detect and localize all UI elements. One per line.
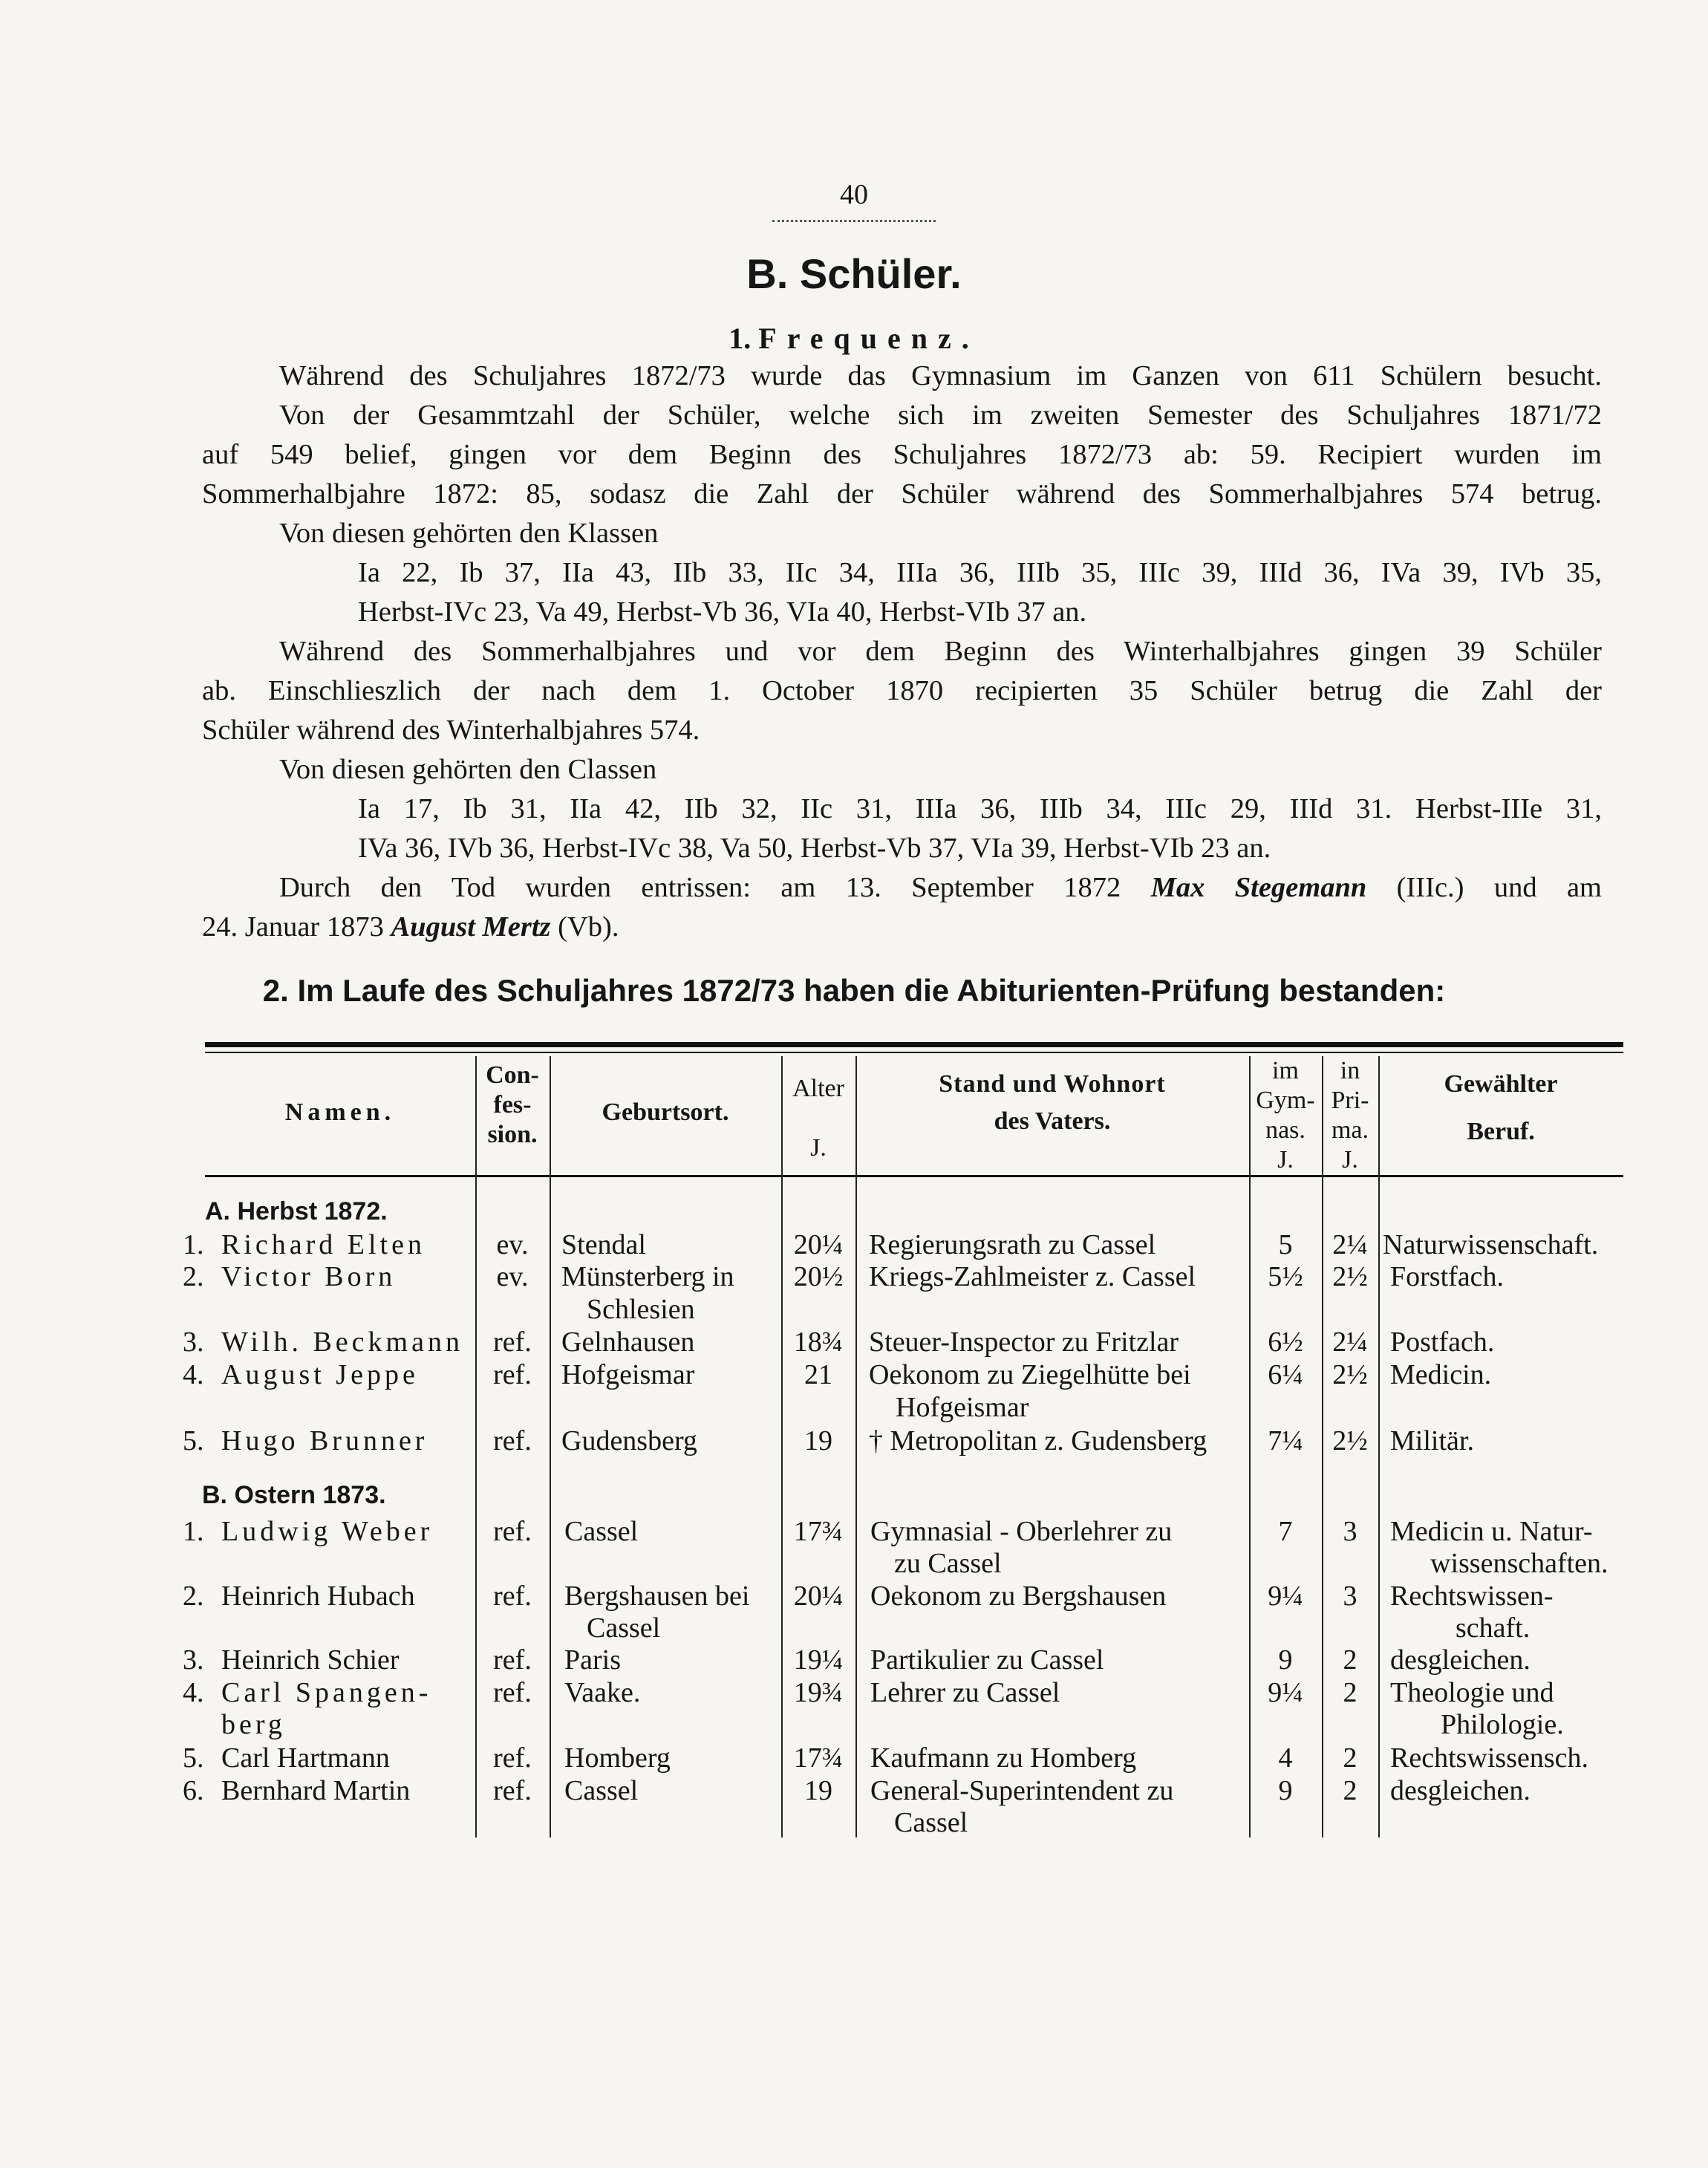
text-line: auf 549 belief, gingen vor dem Beginn des Schuljahres 1872/73 ab: 59. Recipiert wurden im — [202, 439, 1602, 470]
birthplace: Gudensberg — [561, 1425, 697, 1456]
years-prima: 3 — [1343, 1581, 1357, 1612]
student-name: Richard Elten — [221, 1229, 426, 1260]
years-prima: 2¼ — [1332, 1229, 1368, 1260]
age: 19 — [804, 1775, 832, 1806]
years-gymnasium: 9¼ — [1268, 1581, 1303, 1612]
text-line: ab. Einschlieszlich der nach dem 1. October 1870 recipierten 35 Schüler betrug die Zahl der — [202, 675, 1602, 706]
text-line: Schüler während des Winterhalbjahres 574. — [202, 714, 700, 746]
text-line: Von diesen gehörten den Classen — [279, 754, 657, 785]
father-occupation: Gymnasial - Oberlehrer zu — [870, 1516, 1173, 1547]
age: 19¾ — [793, 1677, 844, 1708]
header-confession: Con- fes- sion. — [486, 1061, 539, 1148]
years-prima: 2½ — [1332, 1261, 1368, 1292]
confession: ev. — [496, 1229, 529, 1260]
row-number: 4. — [183, 1677, 204, 1708]
confession: ref. — [493, 1742, 532, 1774]
table-top-rule — [205, 1042, 1623, 1047]
row-number: 5. — [183, 1742, 204, 1774]
chosen-profession: Postfach. — [1390, 1326, 1495, 1358]
header-beruf: Gewählter Beruf. — [1444, 1070, 1558, 1145]
birthplace: Münsterberg in — [561, 1261, 734, 1292]
row-number: 4. — [183, 1359, 204, 1390]
father-occupation: General-Superintendent zu — [870, 1775, 1174, 1806]
confession: ref. — [493, 1359, 532, 1390]
table-top-rule-thin — [205, 1052, 1623, 1053]
group-label-ostern: B. Ostern 1873. — [202, 1481, 386, 1509]
chosen-profession: Forstfach. — [1390, 1261, 1505, 1292]
birthplace: Vaake. — [564, 1677, 641, 1708]
years-prima: 2 — [1343, 1644, 1357, 1676]
table-heading: 2. Im Laufe des Schuljahres 1872/73 haben die Abiturienten-Prüfung bestanden: — [262, 973, 1446, 1008]
header-namen: Namen. — [284, 1098, 396, 1126]
confession: ref. — [493, 1677, 532, 1708]
age: 19¼ — [793, 1644, 844, 1676]
years-gymnasium: 6½ — [1268, 1326, 1303, 1358]
years-gymnasium: 6¼ — [1268, 1359, 1303, 1390]
student-name: Carl Spangen- — [221, 1677, 432, 1708]
paragraph-frequenz-2 — [202, 632, 1602, 790]
birthplace: Bergshausen bei — [564, 1581, 750, 1612]
row-number: 2. — [183, 1261, 204, 1292]
row-number: 1. — [183, 1516, 204, 1547]
confession: ref. — [493, 1326, 532, 1358]
age: 20¼ — [793, 1581, 844, 1612]
column-divider — [550, 1056, 551, 1837]
father-occupation: Oekonom zu Bergshausen — [870, 1581, 1167, 1612]
birthplace: Cassel — [564, 1516, 639, 1547]
name-stegemann: Max Stegemann — [1150, 872, 1367, 903]
student-name: Wilh. Beckmann — [221, 1326, 463, 1358]
age: 20¼ — [793, 1229, 844, 1260]
chosen-profession-cont: Philologie. — [1441, 1709, 1564, 1740]
years-gymnasium: 9¼ — [1268, 1677, 1303, 1708]
chosen-profession: Medicin u. Natur- — [1390, 1516, 1593, 1547]
confession: ref. — [493, 1516, 532, 1547]
student-name: Hugo Brunner — [221, 1425, 428, 1456]
years-gymnasium: 7¼ — [1268, 1425, 1303, 1456]
years-gymnasium: 7 — [1278, 1516, 1293, 1547]
age: 17¾ — [793, 1516, 844, 1547]
row-number: 6. — [183, 1775, 204, 1806]
chosen-profession: Theologie und — [1390, 1677, 1554, 1708]
age: 19 — [804, 1425, 832, 1456]
years-gymnasium: 5½ — [1268, 1261, 1303, 1292]
birthplace: Hofgeismar — [561, 1359, 695, 1390]
years-prima: 2¼ — [1332, 1326, 1368, 1358]
paragraph-frequenz-1 — [202, 357, 1602, 553]
row-number: 1. — [183, 1229, 204, 1260]
age: 20½ — [793, 1261, 844, 1292]
years-prima: 2½ — [1332, 1359, 1368, 1390]
age: 18¾ — [793, 1326, 844, 1358]
years-prima: 2½ — [1332, 1425, 1368, 1456]
birthplace: Cassel — [564, 1775, 639, 1806]
birthplace: Paris — [564, 1644, 621, 1676]
birthplace-cont: Cassel — [587, 1612, 661, 1644]
chosen-profession: Medicin. — [1390, 1359, 1492, 1390]
text-line: Ia 22, Ib 37, IIa 43, IIb 33, IIc 34, IIIa 36, IIIb 35, IIIc 39, IIId 36, IVa 39, IVb 35, — [358, 557, 1602, 588]
student-name: Bernhard Martin — [221, 1775, 411, 1806]
chosen-profession: Militär. — [1390, 1425, 1474, 1456]
chosen-profession: Rechtswissensch. — [1390, 1742, 1589, 1774]
birthplace: Homberg — [564, 1742, 671, 1774]
years-gymnasium: 4 — [1278, 1742, 1293, 1774]
group-label-herbst: A. Herbst 1872. — [205, 1197, 388, 1225]
years-prima: 2 — [1343, 1677, 1357, 1708]
chosen-profession-cont: schaft. — [1456, 1612, 1531, 1644]
table-header-rule — [205, 1175, 1623, 1177]
father-occupation: † Metropolitan z. Gudensberg — [869, 1425, 1207, 1456]
row-number: 3. — [183, 1644, 204, 1676]
student-name: Carl Hartmann — [221, 1742, 390, 1774]
text-line: Während des Schuljahres 1872/73 wurde das Gymnasium im Ganzen von 611 Schülern besucht. — [279, 360, 1602, 391]
confession: ref. — [493, 1775, 532, 1806]
father-occupation: Partikulier zu Cassel — [870, 1644, 1104, 1676]
birthplace-cont: Schlesien — [587, 1294, 695, 1325]
father-occupation-cont: zu Cassel — [894, 1548, 1002, 1579]
father-occupation: Steuer-Inspector zu Fritzlar — [869, 1326, 1179, 1358]
text-line: Sommerhalbjahre 1872: 85, sodasz die Zahl der Schüler während des Sommerhalbjahres 574 betrug. — [202, 478, 1602, 510]
ornament-rule — [772, 212, 936, 222]
birthplace: Gelnhausen — [561, 1326, 695, 1358]
father-occupation: Kriegs-Zahlmeister z. Cassel — [869, 1261, 1196, 1292]
age: 21 — [804, 1359, 832, 1390]
class-list-summer — [202, 553, 1602, 632]
student-name: Ludwig Weber — [221, 1516, 434, 1547]
text-line: Von diesen gehörten den Klassen — [279, 518, 659, 549]
row-number: 5. — [183, 1425, 204, 1456]
confession: ref. — [493, 1644, 532, 1676]
father-occupation-cont: Hofgeismar — [896, 1392, 1029, 1423]
header-geburtsort: Geburtsort. — [602, 1098, 729, 1126]
years-prima: 2 — [1343, 1742, 1357, 1774]
text-line: Ia 17, Ib 31, IIa 42, IIb 32, IIc 31, IIIa 36, IIIb 34, IIIc 29, IIId 31. Herbst-IIIe 31, — [358, 793, 1602, 824]
confession: ref. — [493, 1581, 532, 1612]
column-divider — [855, 1056, 857, 1837]
column-divider — [1378, 1056, 1380, 1837]
row-number: 2. — [183, 1581, 204, 1612]
header-alter: Alter J. — [792, 1075, 844, 1162]
chosen-profession: Naturwissenschaft. — [1383, 1229, 1599, 1260]
father-occupation: Regierungsrath zu Cassel — [869, 1229, 1156, 1260]
text-line: Von der Gesammtzahl der Schüler, welche sich im zweiten Semester des Schuljahres 1871/72 — [279, 400, 1602, 431]
text-line: IVa 36, IVb 36, Herbst-IVc 38, Va 50, Herbst-Vb 37, VIa 39, Herbst-VIb 23 an. — [358, 833, 1271, 864]
years-gymnasium: 5 — [1278, 1229, 1293, 1260]
header-stand-wohnort: Stand und Wohnort des Vaters. — [939, 1070, 1166, 1135]
birthplace: Stendal — [561, 1229, 646, 1260]
confession: ref. — [493, 1425, 532, 1456]
page-number: 40 — [0, 178, 1708, 222]
student-name-cont: berg — [221, 1709, 286, 1740]
section-title: B. Schüler. — [746, 250, 962, 297]
header-gymnas: im Gym- nas. J. — [1256, 1057, 1315, 1173]
father-occupation: Oekonom zu Ziegelhütte bei — [869, 1359, 1191, 1390]
chosen-profession: desgleichen. — [1390, 1644, 1531, 1676]
student-name: August Jeppe — [221, 1359, 419, 1390]
subsection-title: 1. Frequenz. — [728, 322, 980, 355]
class-list-winter — [202, 790, 1602, 868]
text-line: Während des Sommerhalbjahres und vor dem Beginn des Winterhalbjahres gingen 39 Schüler — [279, 636, 1602, 667]
father-occupation: Kaufmann zu Homberg — [870, 1742, 1137, 1774]
years-prima: 2 — [1343, 1775, 1357, 1806]
student-name: Victor Born — [221, 1261, 397, 1292]
father-occupation: Lehrer zu Cassel — [870, 1677, 1060, 1708]
father-occupation-cont: Cassel — [894, 1807, 968, 1838]
confession: ev. — [496, 1261, 529, 1292]
chosen-profession: Rechtswissen- — [1390, 1581, 1554, 1612]
age: 17¾ — [793, 1742, 844, 1774]
text-line: 24. Januar 1873 August Mertz (Vb). — [202, 911, 619, 943]
chosen-profession-cont: wissenschaften. — [1430, 1548, 1608, 1579]
years-gymnasium: 9 — [1278, 1775, 1293, 1806]
name-mertz: August Mertz — [391, 911, 551, 943]
years-gymnasium: 9 — [1278, 1644, 1293, 1676]
text-line: Durch den Tod wurden entrissen: am 13. September 1872 Max Stegemann (IIIc.) und am — [279, 872, 1603, 903]
student-name: Heinrich Hubach — [221, 1581, 415, 1612]
death-notice — [202, 868, 1602, 947]
student-name: Heinrich Schier — [221, 1644, 400, 1676]
header-prima: in Pri- ma. J. — [1331, 1057, 1369, 1173]
years-prima: 3 — [1343, 1516, 1357, 1547]
row-number: 3. — [183, 1326, 204, 1358]
chosen-profession: desgleichen. — [1390, 1775, 1531, 1806]
text-line: Herbst-IVc 23, Va 49, Herbst-Vb 36, VIa 40, Herbst-VIb 37 an. — [358, 596, 1087, 628]
